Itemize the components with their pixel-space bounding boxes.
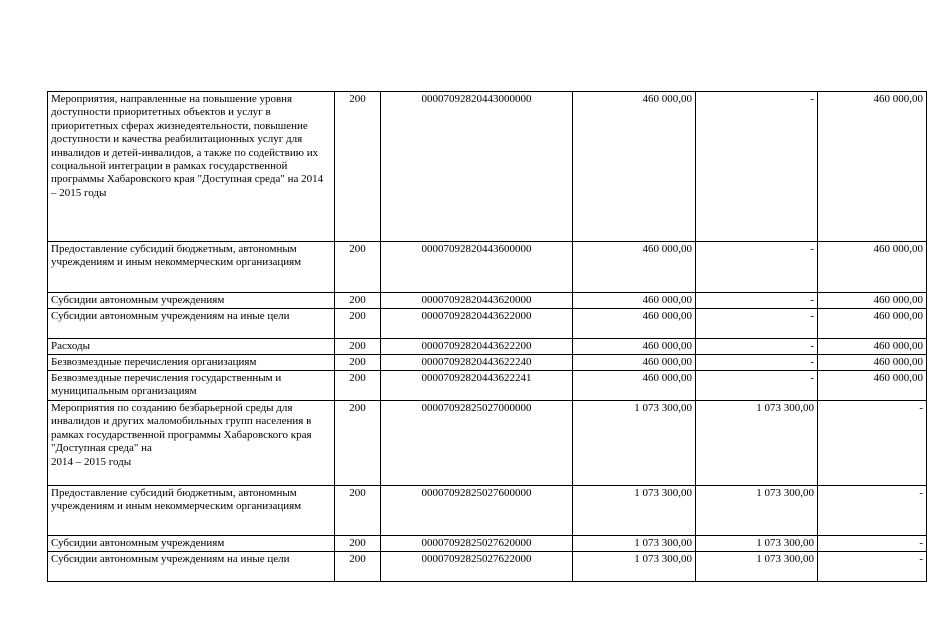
row-total-cell: 460 000,00 <box>573 293 696 309</box>
row-regional-cell: 460 000,00 <box>818 309 927 339</box>
table-row <box>48 309 927 339</box>
table-row <box>48 536 927 552</box>
table-row <box>48 552 927 582</box>
table-row <box>48 293 927 309</box>
row-federal-cell: 1 073 300,00 <box>696 536 818 552</box>
row-federal-cell: - <box>696 293 818 309</box>
row-grbs-cell: 200 <box>335 242 381 293</box>
table-row <box>48 371 927 401</box>
row-regional-cell: - <box>818 536 927 552</box>
row-total-cell: 460 000,00 <box>573 339 696 355</box>
table-row <box>48 401 927 486</box>
budget-table <box>47 91 927 582</box>
row-regional-cell: - <box>818 486 927 536</box>
row-federal-cell: - <box>696 92 818 242</box>
row-regional-cell: 460 000,00 <box>818 92 927 242</box>
row-total-cell: 460 000,00 <box>573 355 696 371</box>
row-code-cell: 00007092820443622200 <box>381 339 573 355</box>
row-total-cell: 460 000,00 <box>573 371 696 401</box>
row-total-cell: 460 000,00 <box>573 92 696 242</box>
row-regional-cell: 460 000,00 <box>818 242 927 293</box>
row-grbs-cell: 200 <box>335 355 381 371</box>
row-federal-cell: - <box>696 371 818 401</box>
row-federal-cell: - <box>696 339 818 355</box>
row-name-cell: Субсидии автономным учреждениям <box>48 536 335 552</box>
row-grbs-cell: 200 <box>335 486 381 536</box>
row-grbs-cell: 200 <box>335 92 381 242</box>
row-total-cell: 1 073 300,00 <box>573 401 696 486</box>
row-code-cell: 00007092825027620000 <box>381 536 573 552</box>
row-total-cell: 1 073 300,00 <box>573 486 696 536</box>
table-row <box>48 486 927 536</box>
row-name-cell: Субсидии автономным учреждениям на иные цели <box>48 552 335 582</box>
row-regional-cell: - <box>818 401 927 486</box>
row-grbs-cell: 200 <box>335 552 381 582</box>
row-name-cell: Субсидии автономным учреждениям <box>48 293 335 309</box>
row-grbs-cell: 200 <box>335 293 381 309</box>
row-name-cell: Предоставление субсидий бюджетным, автономным учреждениям и иным некоммерческим организациям <box>48 242 335 293</box>
row-grbs-cell: 200 <box>335 339 381 355</box>
row-grbs-cell: 200 <box>335 401 381 486</box>
row-name-cell: Безвозмездные перечисления государственным и муниципальным организациям <box>48 371 335 401</box>
row-code-cell: 00007092820443620000 <box>381 293 573 309</box>
row-name-cell: Безвозмездные перечисления организациям <box>48 355 335 371</box>
row-code-cell: 00007092820443622000 <box>381 309 573 339</box>
table-row <box>48 242 927 293</box>
row-federal-cell: - <box>696 242 818 293</box>
row-grbs-cell: 200 <box>335 309 381 339</box>
row-name-cell: Мероприятия, направленные на повышение уровня доступности приоритетных объектов и услуг в приоритетных сферах жизнедеятельности, повышение доступности и качества реабилитационных услуг для инвалидов и детей-инвалидов, а также по содействию их социальной интеграции в рамках государственной программы Хабаровского края "Доступная среда" на 2014 – 2015 годы <box>48 92 335 242</box>
row-grbs-cell: 200 <box>335 371 381 401</box>
row-name-cell: Расходы <box>48 339 335 355</box>
row-regional-cell: - <box>818 552 927 582</box>
row-federal-cell: 1 073 300,00 <box>696 552 818 582</box>
table-row <box>48 355 927 371</box>
row-code-cell: 00007092820443622241 <box>381 371 573 401</box>
row-name-cell: Предоставление субсидий бюджетным, автономным учреждениям и иным некоммерческим организациям <box>48 486 335 536</box>
row-total-cell: 460 000,00 <box>573 309 696 339</box>
row-code-cell: 00007092820443600000 <box>381 242 573 293</box>
row-total-cell: 460 000,00 <box>573 242 696 293</box>
row-federal-cell: 1 073 300,00 <box>696 486 818 536</box>
row-grbs-cell: 200 <box>335 536 381 552</box>
row-code-cell: 00007092825027622000 <box>381 552 573 582</box>
row-regional-cell: 460 000,00 <box>818 371 927 401</box>
row-total-cell: 1 073 300,00 <box>573 536 696 552</box>
row-federal-cell: - <box>696 355 818 371</box>
row-federal-cell: 1 073 300,00 <box>696 401 818 486</box>
row-regional-cell: 460 000,00 <box>818 355 927 371</box>
table-row <box>48 339 927 355</box>
row-total-cell: 1 073 300,00 <box>573 552 696 582</box>
row-name-cell: Мероприятия по созданию безбарьерной среды для инвалидов и других маломобильных групп населения в рамках государственной программы Хабаровского края "Доступная среда" на 2014 – 2015 годы <box>48 401 335 486</box>
row-code-cell: 00007092820443622240 <box>381 355 573 371</box>
row-code-cell: 00007092825027600000 <box>381 486 573 536</box>
row-federal-cell: - <box>696 309 818 339</box>
row-regional-cell: 460 000,00 <box>818 293 927 309</box>
row-code-cell: 00007092825027000000 <box>381 401 573 486</box>
row-name-cell: Субсидии автономным учреждениям на иные цели <box>48 309 335 339</box>
table-row <box>48 92 927 242</box>
row-code-cell: 00007092820443000000 <box>381 92 573 242</box>
row-regional-cell: 460 000,00 <box>818 339 927 355</box>
